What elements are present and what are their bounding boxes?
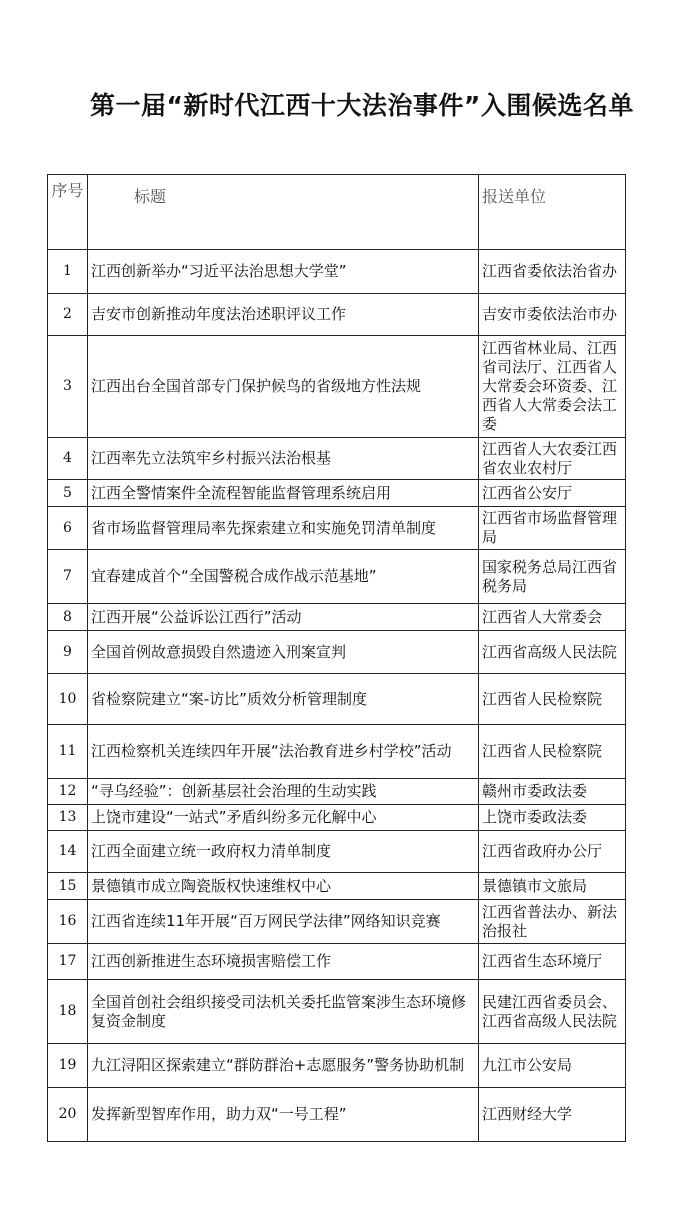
row-org: 江西省委依法治省办: [479, 250, 626, 294]
row-number: 19: [48, 1044, 88, 1088]
table-row: [48, 438, 626, 480]
row-title: 上饶市建设“一站式”矛盾纠纷多元化解中心: [88, 805, 479, 831]
row-org: 江西省普法办、新法治报社: [479, 900, 626, 944]
table-row: [48, 250, 626, 294]
row-title: 江西出台全国首部专门保护候鸟的省级地方性法规: [88, 336, 479, 438]
row-title: 全国首例故意损毁自然遗迹入刑案宣判: [88, 631, 479, 674]
row-title: 江西全面建立统一政府权力清单制度: [88, 831, 479, 873]
row-org: 江西省公安厅: [479, 480, 626, 507]
row-number: 6: [48, 507, 88, 550]
row-org: 江西省人大农委江西省农业农村厅: [479, 438, 626, 480]
row-org: 民建江西省委员会、江西省高级人民法院: [479, 980, 626, 1044]
row-number: 8: [48, 604, 88, 631]
row-number: 20: [48, 1088, 88, 1142]
row-org: 江西省人民检察院: [479, 674, 626, 725]
table-row: [48, 1088, 626, 1142]
row-org: 江西省林业局、江西省司法厅、江西省人大常委会环资委、江西省人大常委会法工委: [479, 336, 626, 438]
row-org: 九江市公安局: [479, 1044, 626, 1088]
row-number: 11: [48, 725, 88, 779]
row-org: 江西省生态环境厅: [479, 944, 626, 980]
table-row: [48, 631, 626, 674]
header-title: 标题: [88, 175, 479, 250]
table-row: [48, 831, 626, 873]
table-row: [48, 725, 626, 779]
row-number: 14: [48, 831, 88, 873]
row-number: 2: [48, 294, 88, 336]
table-row: [48, 550, 626, 604]
table-row: [48, 944, 626, 980]
table-row: [48, 507, 626, 550]
table-row: [48, 480, 626, 507]
row-org: 江西省高级人民法院: [479, 631, 626, 674]
row-title: 省市场监督管理局率先探索建立和实施免罚清单制度: [88, 507, 479, 550]
row-org: 江西省人大常委会: [479, 604, 626, 631]
row-number: 9: [48, 631, 88, 674]
row-title: 宜春建成首个“全国警税合成作战示范基地”: [88, 550, 479, 604]
table-row: [48, 900, 626, 944]
row-title: 江西检察机关连续四年开展“法治教育进乡村学校”活动: [88, 725, 479, 779]
row-number: 4: [48, 438, 88, 480]
row-number: 7: [48, 550, 88, 604]
row-org: 国家税务总局江西省税务局: [479, 550, 626, 604]
row-number: 16: [48, 900, 88, 944]
table-row: [48, 294, 626, 336]
row-org: 上饶市委政法委: [479, 805, 626, 831]
row-number: 13: [48, 805, 88, 831]
row-org: 景德镇市文旅局: [479, 873, 626, 900]
row-number: 1: [48, 250, 88, 294]
row-title: 吉安市创新推动年度法治述职评议工作: [88, 294, 479, 336]
row-title: 江西率先立法筑牢乡村振兴法治根基: [88, 438, 479, 480]
table-row: [48, 336, 626, 438]
table-row: [48, 980, 626, 1044]
row-number: 17: [48, 944, 88, 980]
row-number: 18: [48, 980, 88, 1044]
row-org: 江西财经大学: [479, 1088, 626, 1142]
row-number: 15: [48, 873, 88, 900]
row-number: 5: [48, 480, 88, 507]
table-row: [48, 805, 626, 831]
row-number: 10: [48, 674, 88, 725]
row-title: 江西全警情案件全流程智能监督管理系统启用: [88, 480, 479, 507]
row-title: 九江浔阳区探索建立“群防群治+志愿服务”警务协助机制: [88, 1044, 479, 1088]
page-title-text: 第一届“新时代江西十大法治事件”入围候选名单: [90, 91, 634, 120]
row-title: 景德镇市成立陶瓷版权快速维权中心: [88, 873, 479, 900]
row-number: 3: [48, 336, 88, 438]
table-header-row: [48, 175, 626, 250]
row-title: “寻乌经验”：创新基层社会治理的生动实践: [88, 779, 479, 805]
row-org: 江西省人民检察院: [479, 725, 626, 779]
table-row: [48, 1044, 626, 1088]
row-title: 省检察院建立“案-访比”质效分析管理制度: [88, 674, 479, 725]
row-title: 江西创新推进生态环境损害赔偿工作: [88, 944, 479, 980]
candidate-table: [47, 174, 626, 1142]
page-title: [48, 88, 638, 123]
table-row: [48, 873, 626, 900]
row-number: 12: [48, 779, 88, 805]
row-org: 吉安市委依法治市办: [479, 294, 626, 336]
table-row: [48, 779, 626, 805]
table-row: [48, 674, 626, 725]
row-org: 赣州市委政法委: [479, 779, 626, 805]
row-title: 发挥新型智库作用，助力双“一号工程”: [88, 1088, 479, 1142]
row-org: 江西省市场监督管理局: [479, 507, 626, 550]
row-org: 江西省政府办公厅: [479, 831, 626, 873]
row-title: 江西省连续11年开展“百万网民学法律”网络知识竞赛: [88, 900, 479, 944]
header-org: 报送单位: [479, 175, 626, 250]
header-seq: 序号: [48, 175, 88, 250]
row-title: 全国首创社会组织接受司法机关委托监管案涉生态环境修复资金制度: [88, 980, 479, 1044]
row-title: 江西创新举办“习近平法治思想大学堂”: [88, 250, 479, 294]
table-row: [48, 604, 626, 631]
row-title: 江西开展“公益诉讼江西行”活动: [88, 604, 479, 631]
